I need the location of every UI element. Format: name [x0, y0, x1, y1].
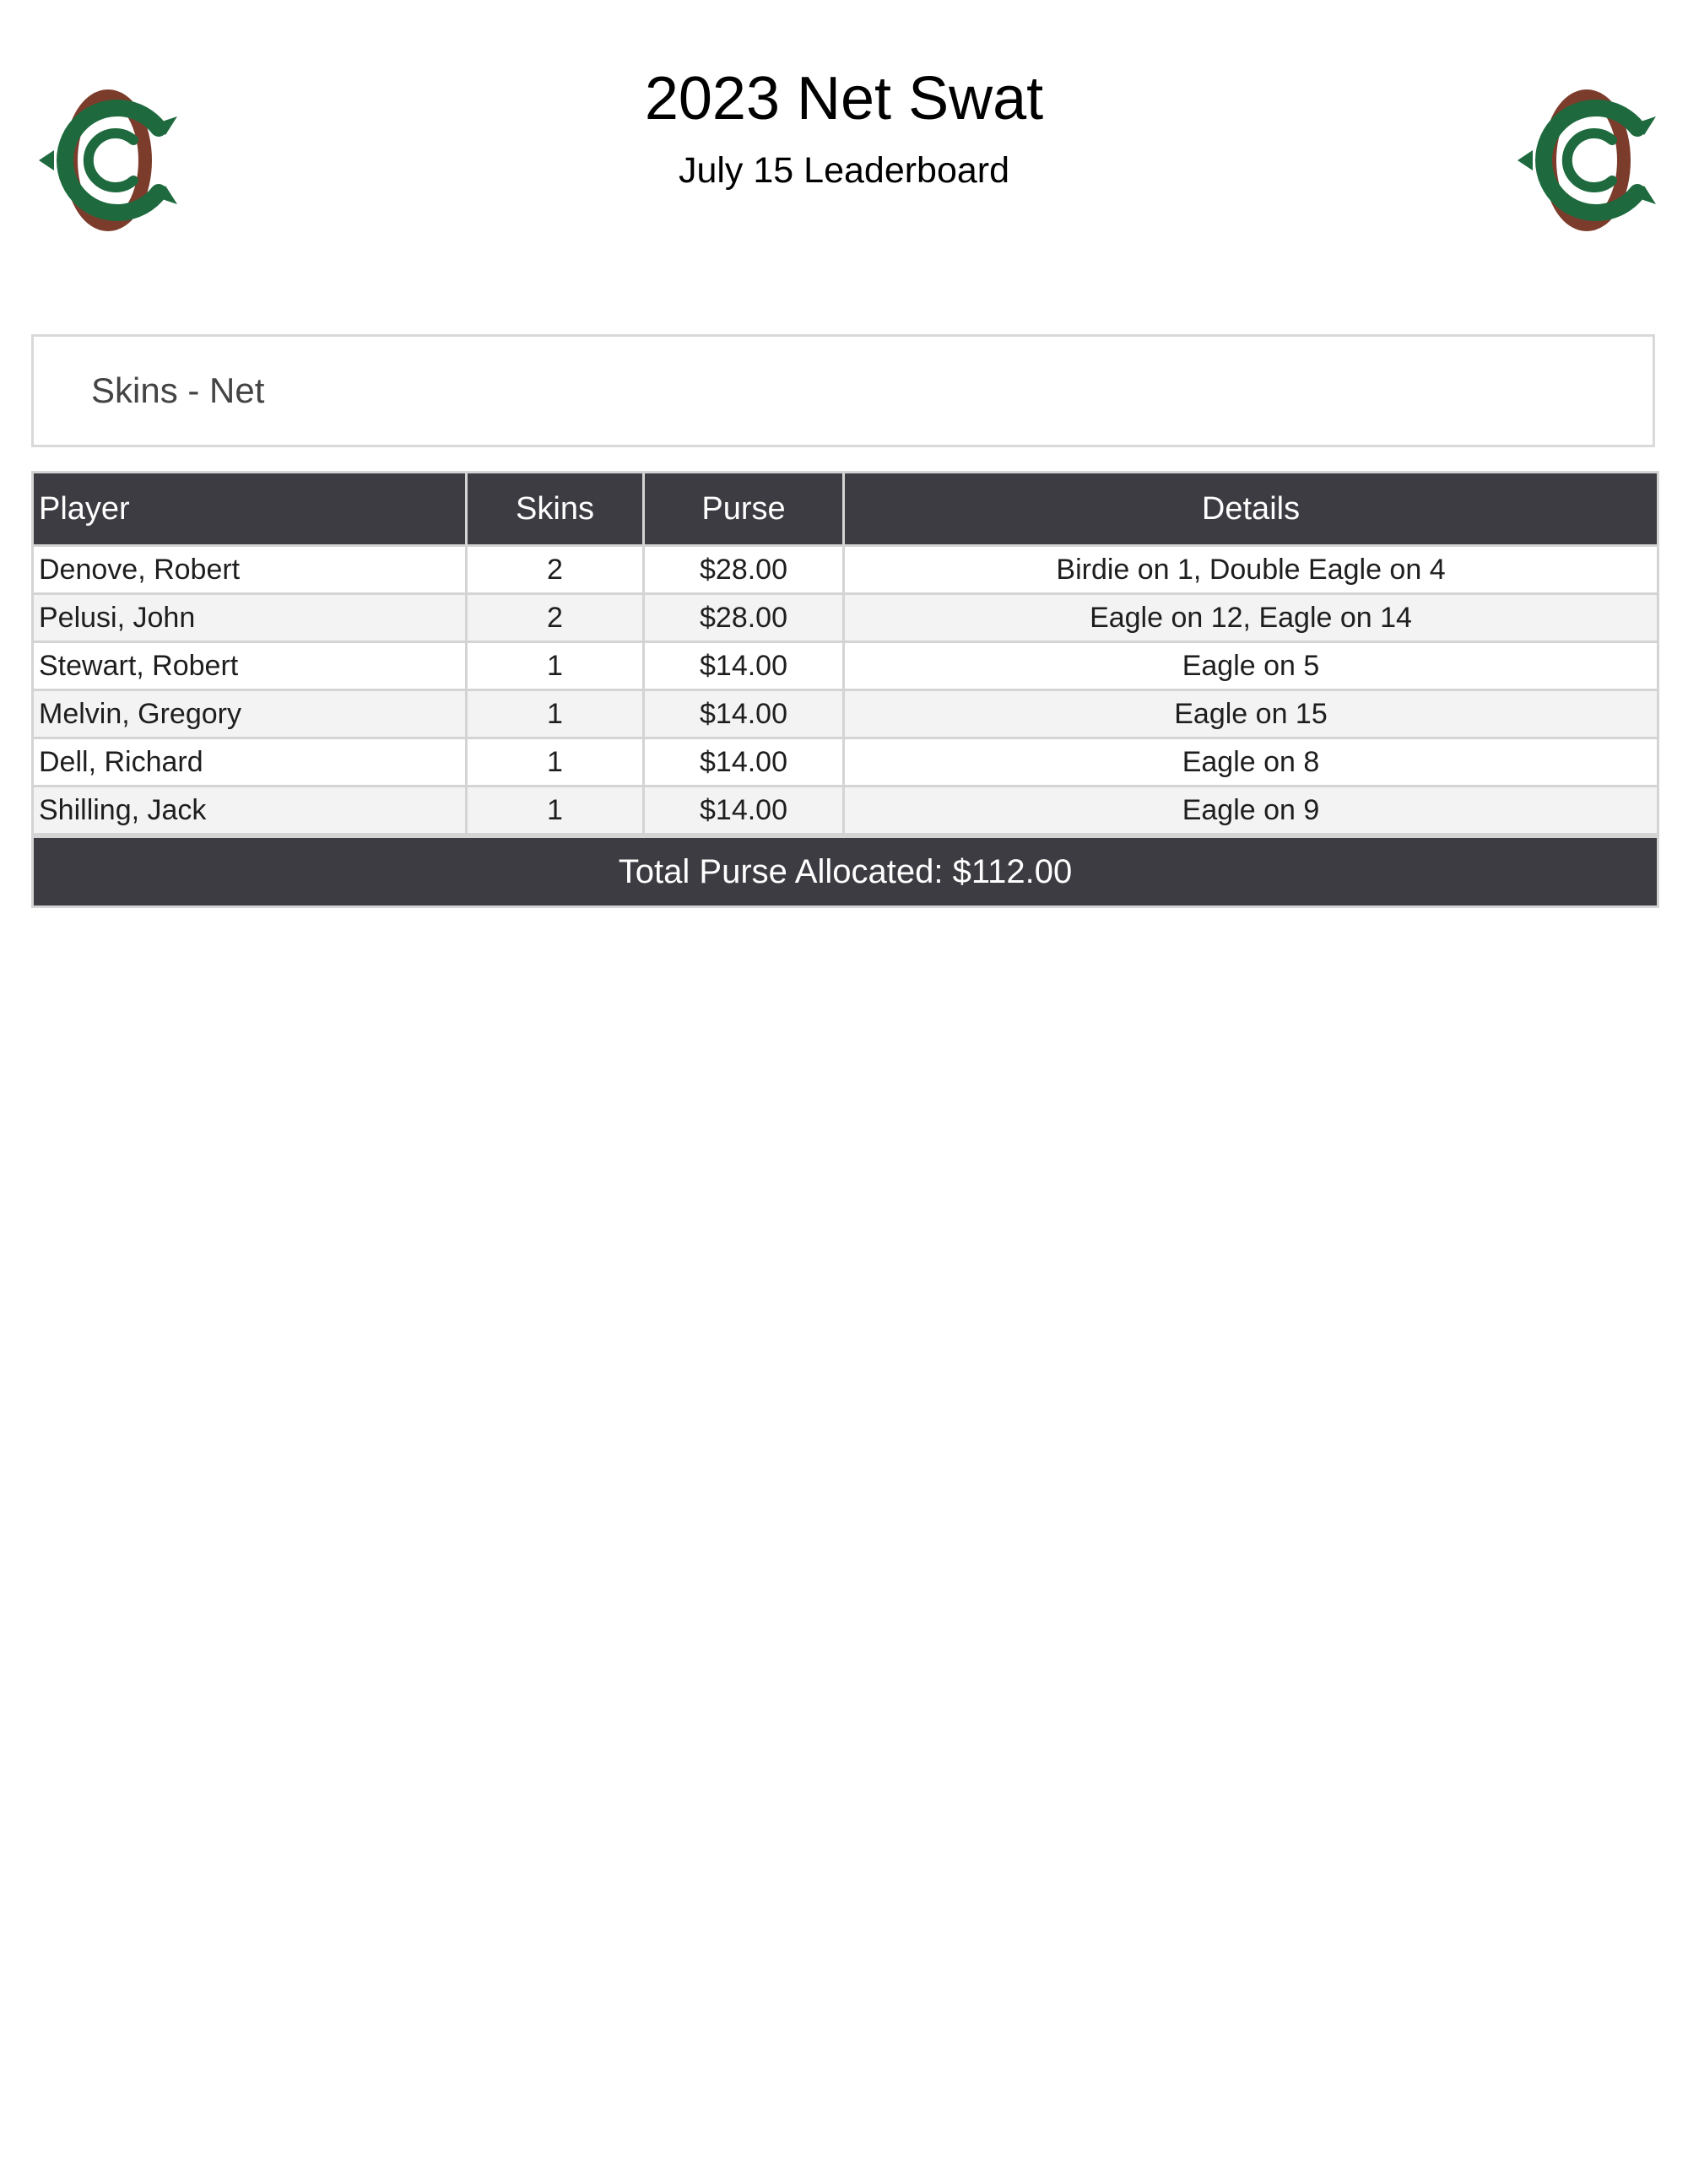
player-cell: Denove, Robert — [33, 546, 467, 594]
page-subtitle: July 15 Leaderboard — [678, 150, 1010, 191]
leaderboard-table — [31, 471, 1659, 908]
table-row — [33, 738, 1658, 787]
player-cell: Shilling, Jack — [33, 787, 467, 836]
details-cell: Eagle on 15 — [844, 690, 1658, 738]
table-header-row — [33, 473, 1658, 546]
player-cell: Pelusi, John — [33, 594, 467, 642]
player-cell: Stewart, Robert — [33, 642, 467, 690]
page-title: 2023 Net Swat — [644, 65, 1044, 132]
purse-cell: $14.00 — [644, 738, 844, 787]
purse-cell: $14.00 — [644, 787, 844, 836]
table-row — [33, 690, 1658, 738]
table-row — [33, 546, 1658, 594]
skins-cell: 2 — [467, 546, 644, 594]
total-purse: Total Purse Allocated: $112.00 — [33, 835, 1658, 907]
column-header-player: Player — [33, 473, 467, 546]
purse-cell: $14.00 — [644, 690, 844, 738]
player-cell: Melvin, Gregory — [33, 690, 467, 738]
purse-cell: $14.00 — [644, 642, 844, 690]
section-header — [31, 334, 1655, 447]
skins-cell: 1 — [467, 690, 644, 738]
total-row — [33, 835, 1658, 907]
column-header-purse: Purse — [644, 473, 844, 546]
details-cell: Eagle on 12, Eagle on 14 — [844, 594, 1658, 642]
details-cell: Eagle on 9 — [844, 787, 1658, 836]
table-row — [33, 594, 1658, 642]
details-cell: Birdie on 1, Double Eagle on 4 — [844, 546, 1658, 594]
skins-cell: 1 — [467, 787, 644, 836]
section-title: Skins - Net — [91, 370, 265, 410]
player-cell: Dell, Richard — [33, 738, 467, 787]
details-cell: Eagle on 5 — [844, 642, 1658, 690]
table-row — [33, 642, 1658, 690]
purse-cell: $28.00 — [644, 594, 844, 642]
column-header-details: Details — [844, 473, 1658, 546]
skins-cell: 2 — [467, 594, 644, 642]
column-header-skins: Skins — [467, 473, 644, 546]
table-row — [33, 787, 1658, 836]
purse-cell: $28.00 — [644, 546, 844, 594]
skins-cell: 1 — [467, 738, 644, 787]
skins-cell: 1 — [467, 642, 644, 690]
details-cell: Eagle on 8 — [844, 738, 1658, 787]
